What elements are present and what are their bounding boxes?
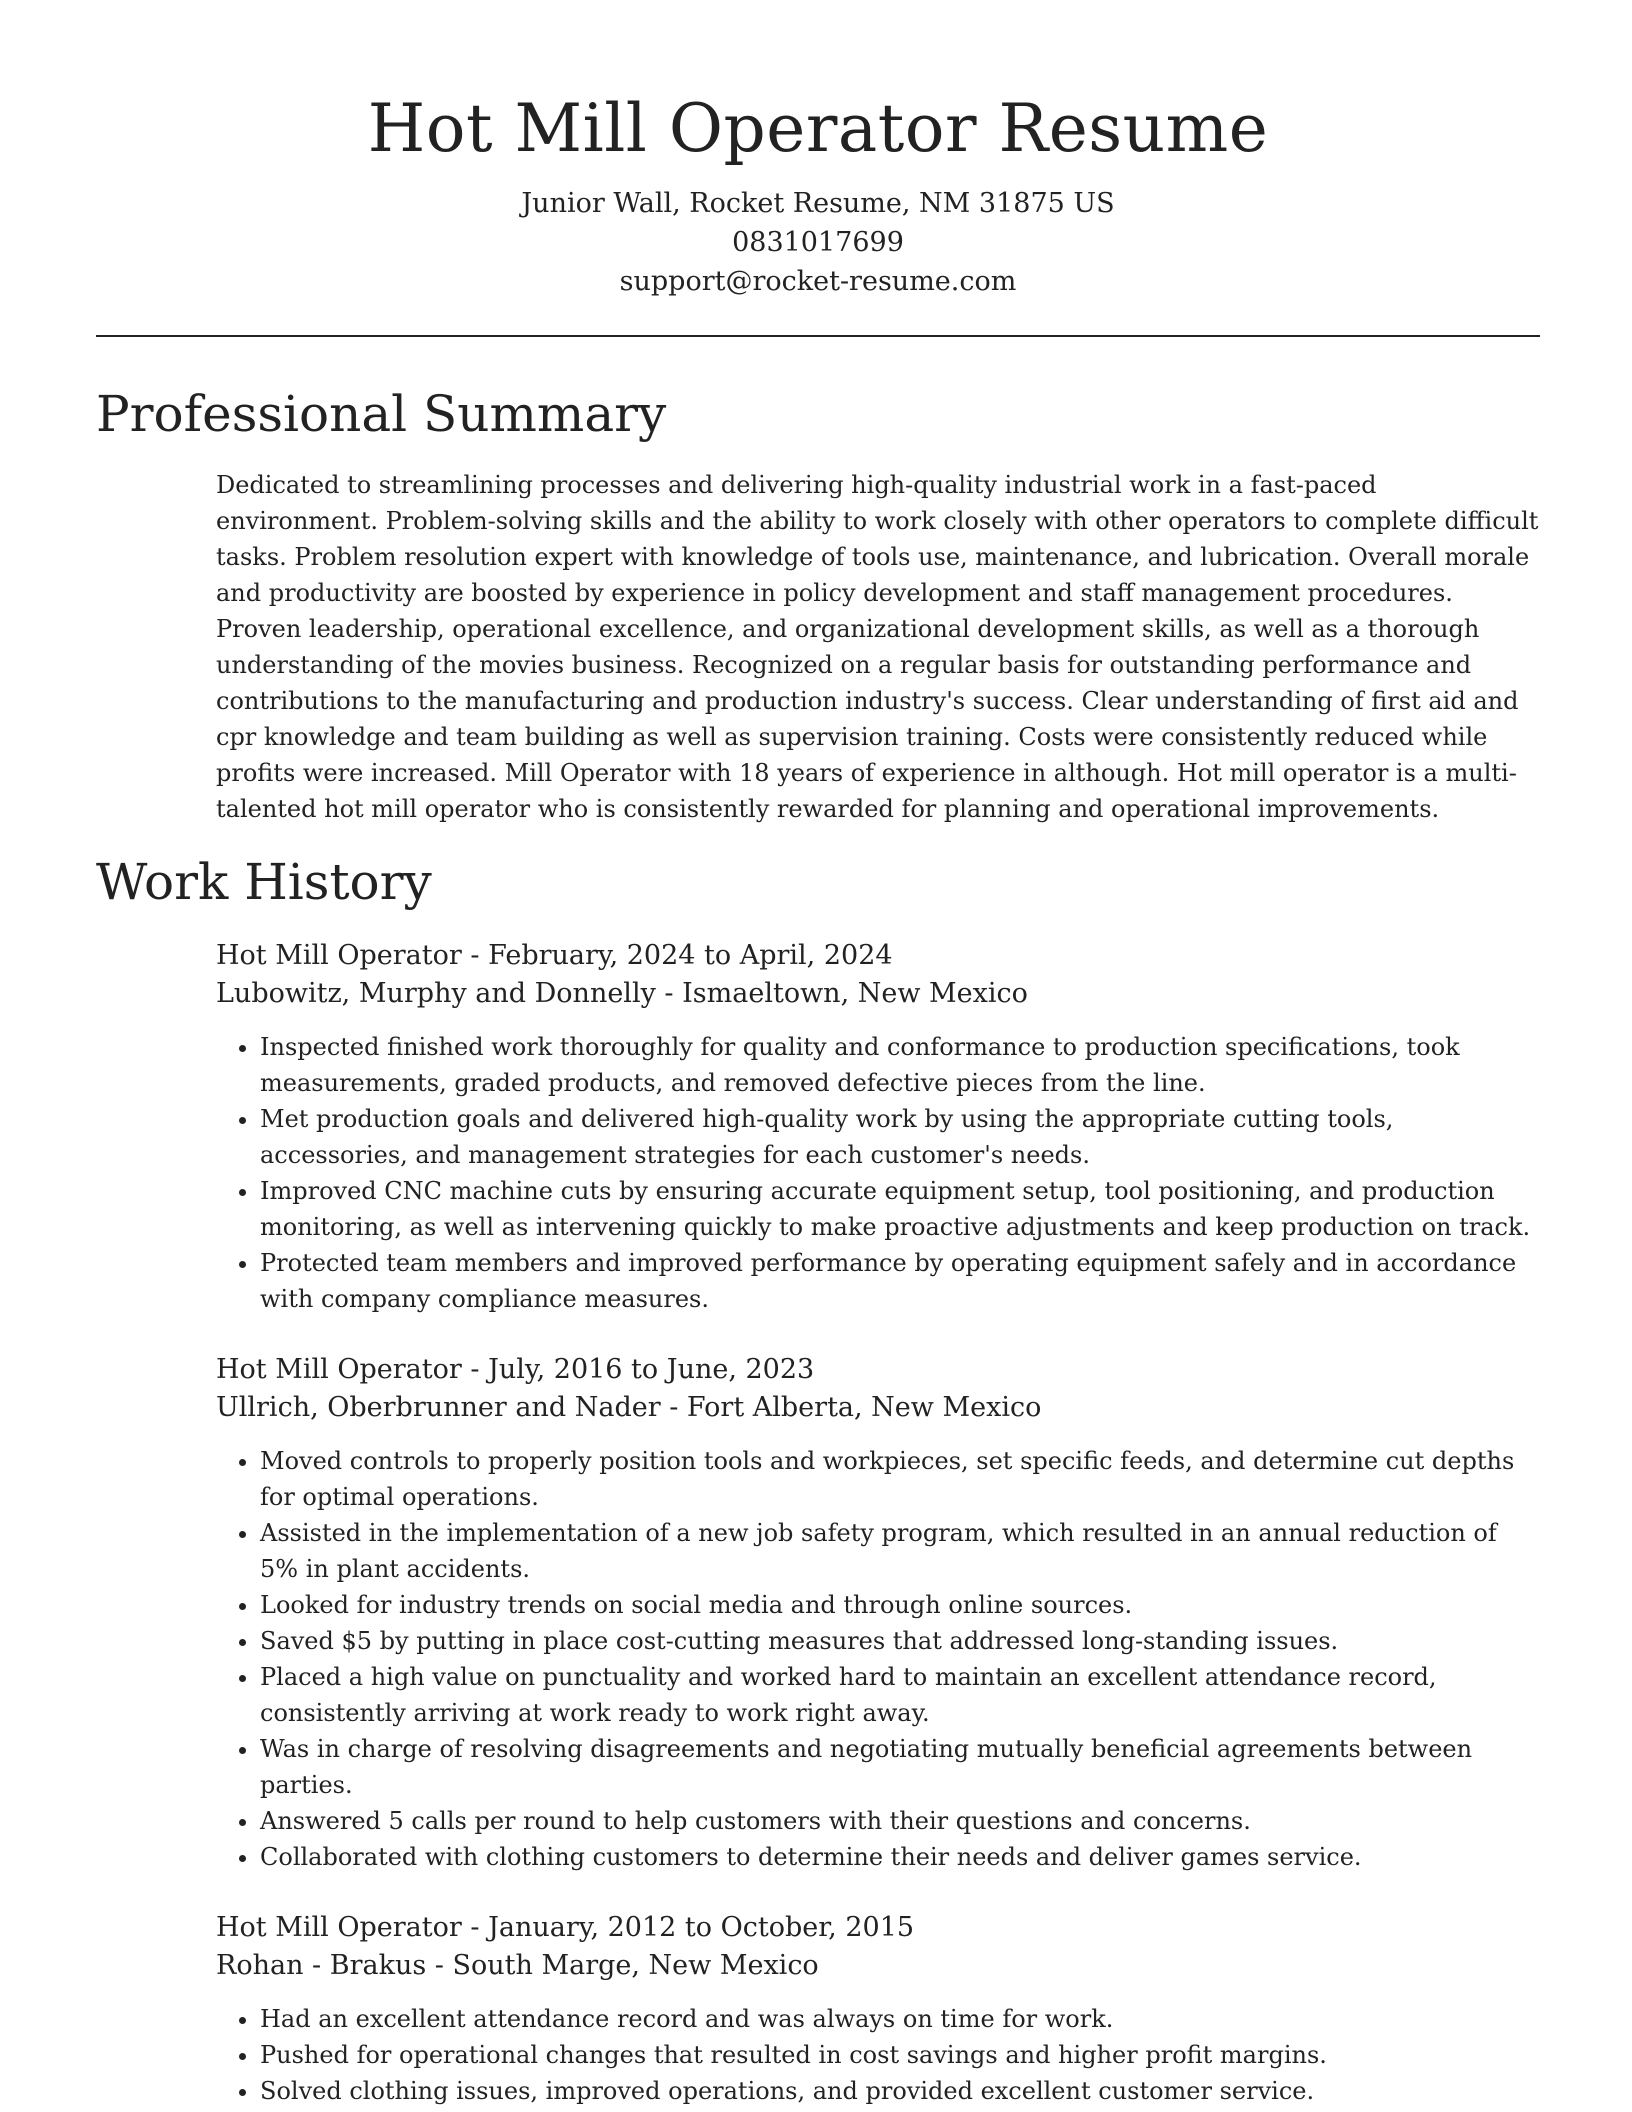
job-company: Lubowitz, Murphy and Donnelly xyxy=(216,978,656,1009)
job-company-line xyxy=(216,1389,1540,1427)
job-entry-2 xyxy=(216,1351,1540,1875)
job-location: - South Marge, New Mexico xyxy=(426,1950,819,1981)
job-bullet: • Met production goals and delivered high-quality work by using the appropriate cutting tools, accessories, and management strategies for each customer's needs. xyxy=(260,1101,1540,1173)
job-bullet: • Collaborated with clothing customers to determine their needs and deliver games service. xyxy=(260,1839,1540,1875)
job-bullet: • Assisted in the implementation of a new job safety program, which resulted in an annual reduction of 5% in plant accidents. xyxy=(260,1515,1540,1587)
job-company-line xyxy=(216,1947,1540,1985)
job-bullet: • Inspected finished work thoroughly for quality and conformance to production specifications, took measurements, graded products, and removed defective pieces from the line. xyxy=(260,1029,1540,1101)
resume-page xyxy=(96,0,1540,2109)
job-location: - Fort Alberta, New Mexico xyxy=(660,1392,1042,1423)
job-bullet: • Looked for industry trends on social media and through online sources. xyxy=(260,1587,1540,1623)
resume-title: Hot Mill Operator Resume xyxy=(367,90,1269,167)
job-bullets xyxy=(216,2001,1540,2109)
job-dates: - February, 2024 to April, 2024 xyxy=(461,940,893,971)
job-company-line xyxy=(216,975,1540,1013)
job-bullet: • Had an excellent attendance record and was always on time for work. xyxy=(260,2001,1540,2037)
job-company: Rohan - Brakus xyxy=(216,1950,427,1981)
job-title-line xyxy=(216,937,1540,975)
job-title-line xyxy=(216,1909,1540,1947)
job-bullet: • Placed a high value on punctuality and worked hard to maintain an excellent attendance record, consistently arriving at work ready to work right away. xyxy=(260,1659,1540,1731)
job-bullet: • Protected team members and improved performance by operating equipment safely and in accordance with company compliance measures. xyxy=(260,1245,1540,1317)
summary-heading: Professional Summary xyxy=(96,385,667,443)
job-bullet: • Saved $5 by putting in place cost-cutting measures that addressed long-standing issues. xyxy=(260,1623,1540,1659)
job-bullet: • Answered 5 calls per round to help customers with their questions and concerns. xyxy=(260,1803,1540,1839)
job-bullet: • Solved clothing issues, improved operations, and provided excellent customer service. xyxy=(260,2073,1540,2109)
job-entry-1 xyxy=(216,937,1540,1317)
job-bullet: • Pushed for operational changes that resulted in cost savings and higher profit margins. xyxy=(260,2037,1540,2073)
job-title-line xyxy=(216,1351,1540,1389)
job-bullet: • Moved controls to properly position tools and workpieces, set specific feeds, and determine cut depths for optimal operations. xyxy=(260,1443,1540,1515)
summary-text: Dedicated to streamlining processes and delivering high-quality industrial work in a fast-paced environment. Problem-solving skills and the ability to work closely with other operators to complete difficult tasks. Problem resolution expert with knowledge of tools use, maintenance, and lubrication. Overall morale and productivity are boosted by experience in policy development and staff management procedures. Proven leadership, operational excellence, and organizational development skills, as well as a thorough understanding of the movies business. Recognized on a regular basis for outstanding performance and contributions to the manufacturing and production industry's success. Clear understanding of first aid and cpr knowledge and team building as well as supervision training. Costs were consistently reduced while profits were increased. Mill Operator with 18 years of experience in although. Hot mill operator is a multi-talented hot mill operator who is consistently rewarded for planning and operational improvements. xyxy=(216,471,1539,823)
job-dates: - July, 2016 to June, 2023 xyxy=(461,1354,815,1385)
job-bullet: • Was in charge of resolving disagreements and negotiating mutually beneficial agreements between parties. xyxy=(260,1731,1540,1803)
header-divider xyxy=(96,335,1540,337)
job-title: Hot Mill Operator xyxy=(216,940,462,971)
contact-address: Junior Wall, Rocket Resume, NM 31875 US xyxy=(521,188,1115,219)
job-entry-3 xyxy=(216,1909,1540,2109)
job-title: Hot Mill Operator xyxy=(216,1912,462,1943)
job-location: - Ismaeltown, New Mexico xyxy=(655,978,1028,1009)
job-bullets xyxy=(216,1029,1540,1317)
contact-block xyxy=(96,184,1540,301)
contact-phone: 0831017699 xyxy=(732,227,904,258)
work-history-heading: Work History xyxy=(96,853,432,911)
job-company: Ullrich, Oberbrunner and Nader xyxy=(216,1392,661,1423)
job-bullet: • Improved CNC machine cuts by ensuring accurate equipment setup, tool positioning, and production monitoring, as well as intervening quickly to make proactive adjustments and keep production on track. xyxy=(260,1173,1540,1245)
job-title: Hot Mill Operator xyxy=(216,1354,462,1385)
job-dates: - January, 2012 to October, 2015 xyxy=(461,1912,915,1943)
job-bullets xyxy=(216,1443,1540,1875)
contact-email: support@rocket-resume.com xyxy=(619,266,1017,297)
